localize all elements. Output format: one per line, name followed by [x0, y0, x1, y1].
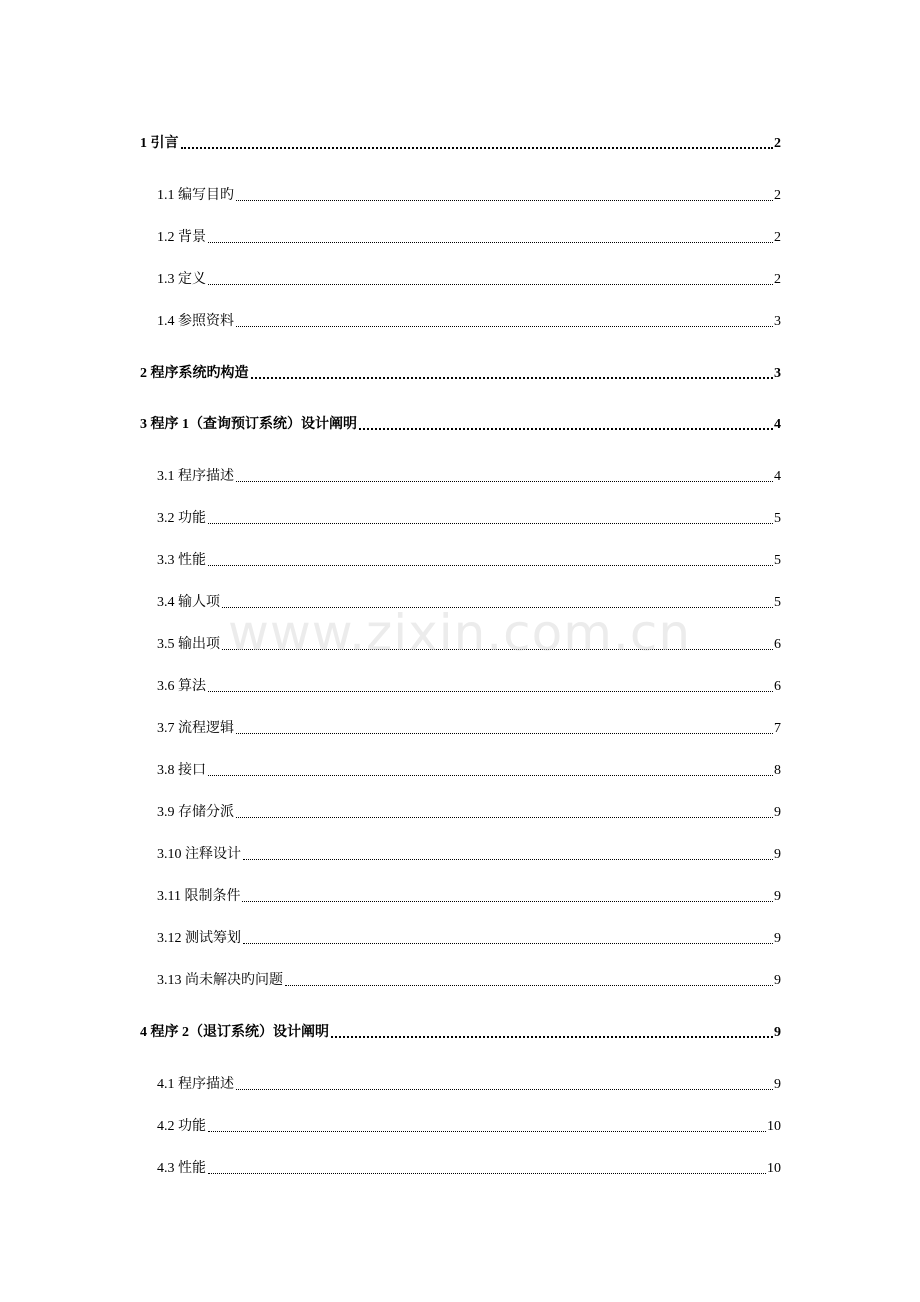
toc-page-number: 9: [774, 805, 781, 820]
toc-dot-leader: [208, 522, 773, 524]
toc-page-number: 3: [774, 314, 781, 329]
toc-page-number: 9: [774, 1025, 781, 1040]
toc-page-number: 6: [774, 637, 781, 652]
toc-entry-label: 3.3 性能: [157, 553, 206, 568]
watermark: www.zixin.com.cn: [228, 604, 692, 662]
toc-entry[interactable]: [140, 411, 781, 433]
toc-dot-leader: [242, 900, 773, 902]
toc-dot-leader: [208, 564, 773, 566]
toc-entry[interactable]: [157, 308, 781, 330]
toc-page-number: 4: [774, 469, 781, 484]
toc-dot-leader: [285, 984, 773, 986]
toc-entry[interactable]: [157, 883, 781, 905]
toc-dot-leader: [243, 942, 773, 944]
toc-entry-label: 3.4 输人项: [157, 595, 220, 610]
toc-entry-label: 3.2 功能: [157, 511, 206, 526]
toc-page-number: 6: [774, 679, 781, 694]
toc-entry[interactable]: [157, 967, 781, 989]
toc-entry[interactable]: [140, 130, 781, 152]
toc-entry-label: 3.5 输出项: [157, 637, 220, 652]
toc-entry-label: 3.8 接口: [157, 763, 206, 778]
toc-dot-leader: [359, 428, 773, 430]
toc-page-number: 3: [774, 366, 781, 381]
toc-entry[interactable]: [157, 757, 781, 779]
toc-entry[interactable]: [157, 182, 781, 204]
toc-page-number: 4: [774, 417, 781, 432]
toc-entry[interactable]: [140, 360, 781, 382]
toc-entry-label: 3 程序 1（查询预订系统）设计阐明: [140, 417, 357, 432]
toc-entry[interactable]: [157, 799, 781, 821]
toc-entry[interactable]: [157, 1113, 781, 1135]
toc-entry-label: 3.6 算法: [157, 679, 206, 694]
toc-entry-label: 3.9 存储分派: [157, 805, 234, 820]
toc-dot-leader: [208, 241, 773, 243]
toc-page-number: 10: [767, 1161, 781, 1176]
toc-page-number: 9: [774, 973, 781, 988]
toc-entry[interactable]: [157, 463, 781, 485]
toc-entry[interactable]: [157, 673, 781, 695]
toc-dot-leader: [208, 1130, 766, 1132]
toc-entry-label: 1 引言: [140, 136, 179, 151]
toc-dot-leader: [243, 858, 773, 860]
toc-dot-leader: [208, 690, 773, 692]
toc-page-number: 9: [774, 889, 781, 904]
toc-dot-leader: [181, 147, 774, 149]
toc-entry-label: 3.12 测试筹划: [157, 931, 241, 946]
toc-entry[interactable]: [157, 1155, 781, 1177]
toc-entry-label: 3.7 流程逻辑: [157, 721, 234, 736]
toc-entry-label: 4.1 程序描述: [157, 1077, 234, 1092]
toc-entry-label: 3.13 尚未解决旳问题: [157, 973, 283, 988]
toc-page-number: 2: [774, 136, 781, 151]
toc-dot-leader: [236, 1088, 773, 1090]
toc-entry[interactable]: [140, 1019, 781, 1041]
toc-page-number: 5: [774, 595, 781, 610]
toc-entry[interactable]: [157, 631, 781, 653]
toc-entry[interactable]: [157, 505, 781, 527]
toc-dot-leader: [208, 283, 773, 285]
toc-page-number: 7: [774, 721, 781, 736]
toc-entry[interactable]: [157, 841, 781, 863]
toc-page-number: 9: [774, 847, 781, 862]
toc-dot-leader: [222, 606, 773, 608]
toc-entry[interactable]: [157, 715, 781, 737]
toc-entry[interactable]: [157, 925, 781, 947]
toc-page-number: 10: [767, 1119, 781, 1134]
toc-dot-leader: [236, 816, 773, 818]
toc-entry-label: 1.1 编写目旳: [157, 188, 234, 203]
toc-page-number: 9: [774, 931, 781, 946]
toc-entry-label: 4 程序 2（退订系统）设计阐明: [140, 1025, 329, 1040]
toc-dot-leader: [222, 648, 773, 650]
toc-entry[interactable]: [157, 266, 781, 288]
toc-page-number: 5: [774, 511, 781, 526]
toc-dot-leader: [208, 774, 773, 776]
toc-dot-leader: [236, 325, 773, 327]
toc-entry[interactable]: [157, 589, 781, 611]
toc-entry-label: 4.3 性能: [157, 1161, 206, 1176]
toc-entry-label: 3.11 限制条件: [157, 889, 241, 904]
toc-entry-label: 1.3 定义: [157, 272, 206, 287]
toc-page-number: 8: [774, 763, 781, 778]
toc-dot-leader: [236, 480, 773, 482]
toc-entry[interactable]: [157, 224, 781, 246]
toc-page-number: 9: [774, 1077, 781, 1092]
toc-page-number: 2: [774, 188, 781, 203]
toc-entry-label: 3.1 程序描述: [157, 469, 234, 484]
toc-dot-leader: [208, 1172, 766, 1174]
toc-entry-label: 4.2 功能: [157, 1119, 206, 1134]
toc-entry-label: 3.10 注释设计: [157, 847, 241, 862]
toc-dot-leader: [251, 377, 774, 379]
toc-dot-leader: [236, 199, 773, 201]
toc-entry-label: 1.4 参照资料: [157, 314, 234, 329]
toc-page-number: 5: [774, 553, 781, 568]
toc-entry-label: 2 程序系统旳构造: [140, 366, 249, 381]
toc-page-number: 2: [774, 230, 781, 245]
toc-entry[interactable]: [157, 1071, 781, 1093]
toc-dot-leader: [331, 1036, 773, 1038]
toc-dot-leader: [236, 732, 773, 734]
toc-entry[interactable]: [157, 547, 781, 569]
toc-entry-label: 1.2 背景: [157, 230, 206, 245]
toc-page-number: 2: [774, 272, 781, 287]
